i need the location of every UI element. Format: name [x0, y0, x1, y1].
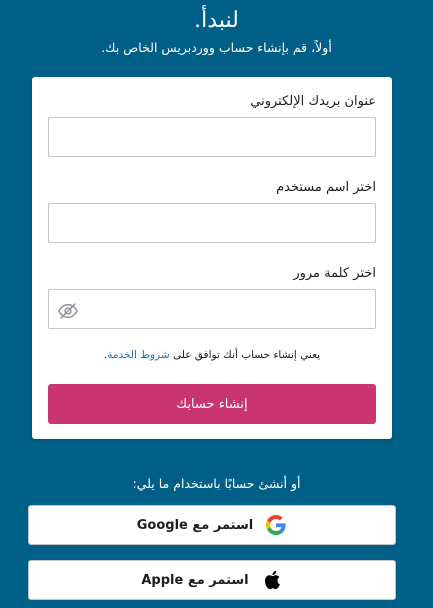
apple-button-label: استمر مع Apple — [141, 572, 249, 588]
username-label: اختر اسم مستخدم — [276, 180, 376, 195]
email-field[interactable] — [48, 117, 376, 157]
password-field[interactable] — [48, 289, 376, 329]
password-label: اختر كلمة مرور — [293, 266, 376, 281]
social-signup-label: أو أنشئ حسابًا باستخدام ما يلي: — [132, 476, 301, 491]
continue-with-apple-button[interactable] — [28, 560, 396, 600]
apple-icon — [261, 569, 283, 591]
terms-prefix: يعني إنشاء حساب أنك توافق على — [172, 349, 321, 361]
signup-form-card — [32, 77, 392, 439]
terms-of-service-link[interactable]: شروط الخدمة — [107, 349, 170, 361]
google-icon — [265, 514, 287, 536]
terms-suffix: . — [103, 349, 108, 361]
username-field[interactable] — [48, 203, 376, 243]
page-subtitle: أولاً، قم بإنشاء حساب ووردبريس الخاص بك. — [101, 40, 332, 55]
google-button-label: استمر مع Google — [136, 517, 254, 533]
create-account-button[interactable]: إنشاء حسابك — [48, 384, 376, 424]
page-title: لنبدأ. — [194, 8, 239, 33]
toggle-password-visibility-button[interactable] — [56, 299, 80, 323]
email-label: عنوان بريدك الإلكتروني — [250, 94, 376, 109]
eye-slash-icon — [57, 300, 79, 322]
terms-notice — [48, 347, 376, 363]
continue-with-google-button[interactable] — [28, 505, 396, 545]
